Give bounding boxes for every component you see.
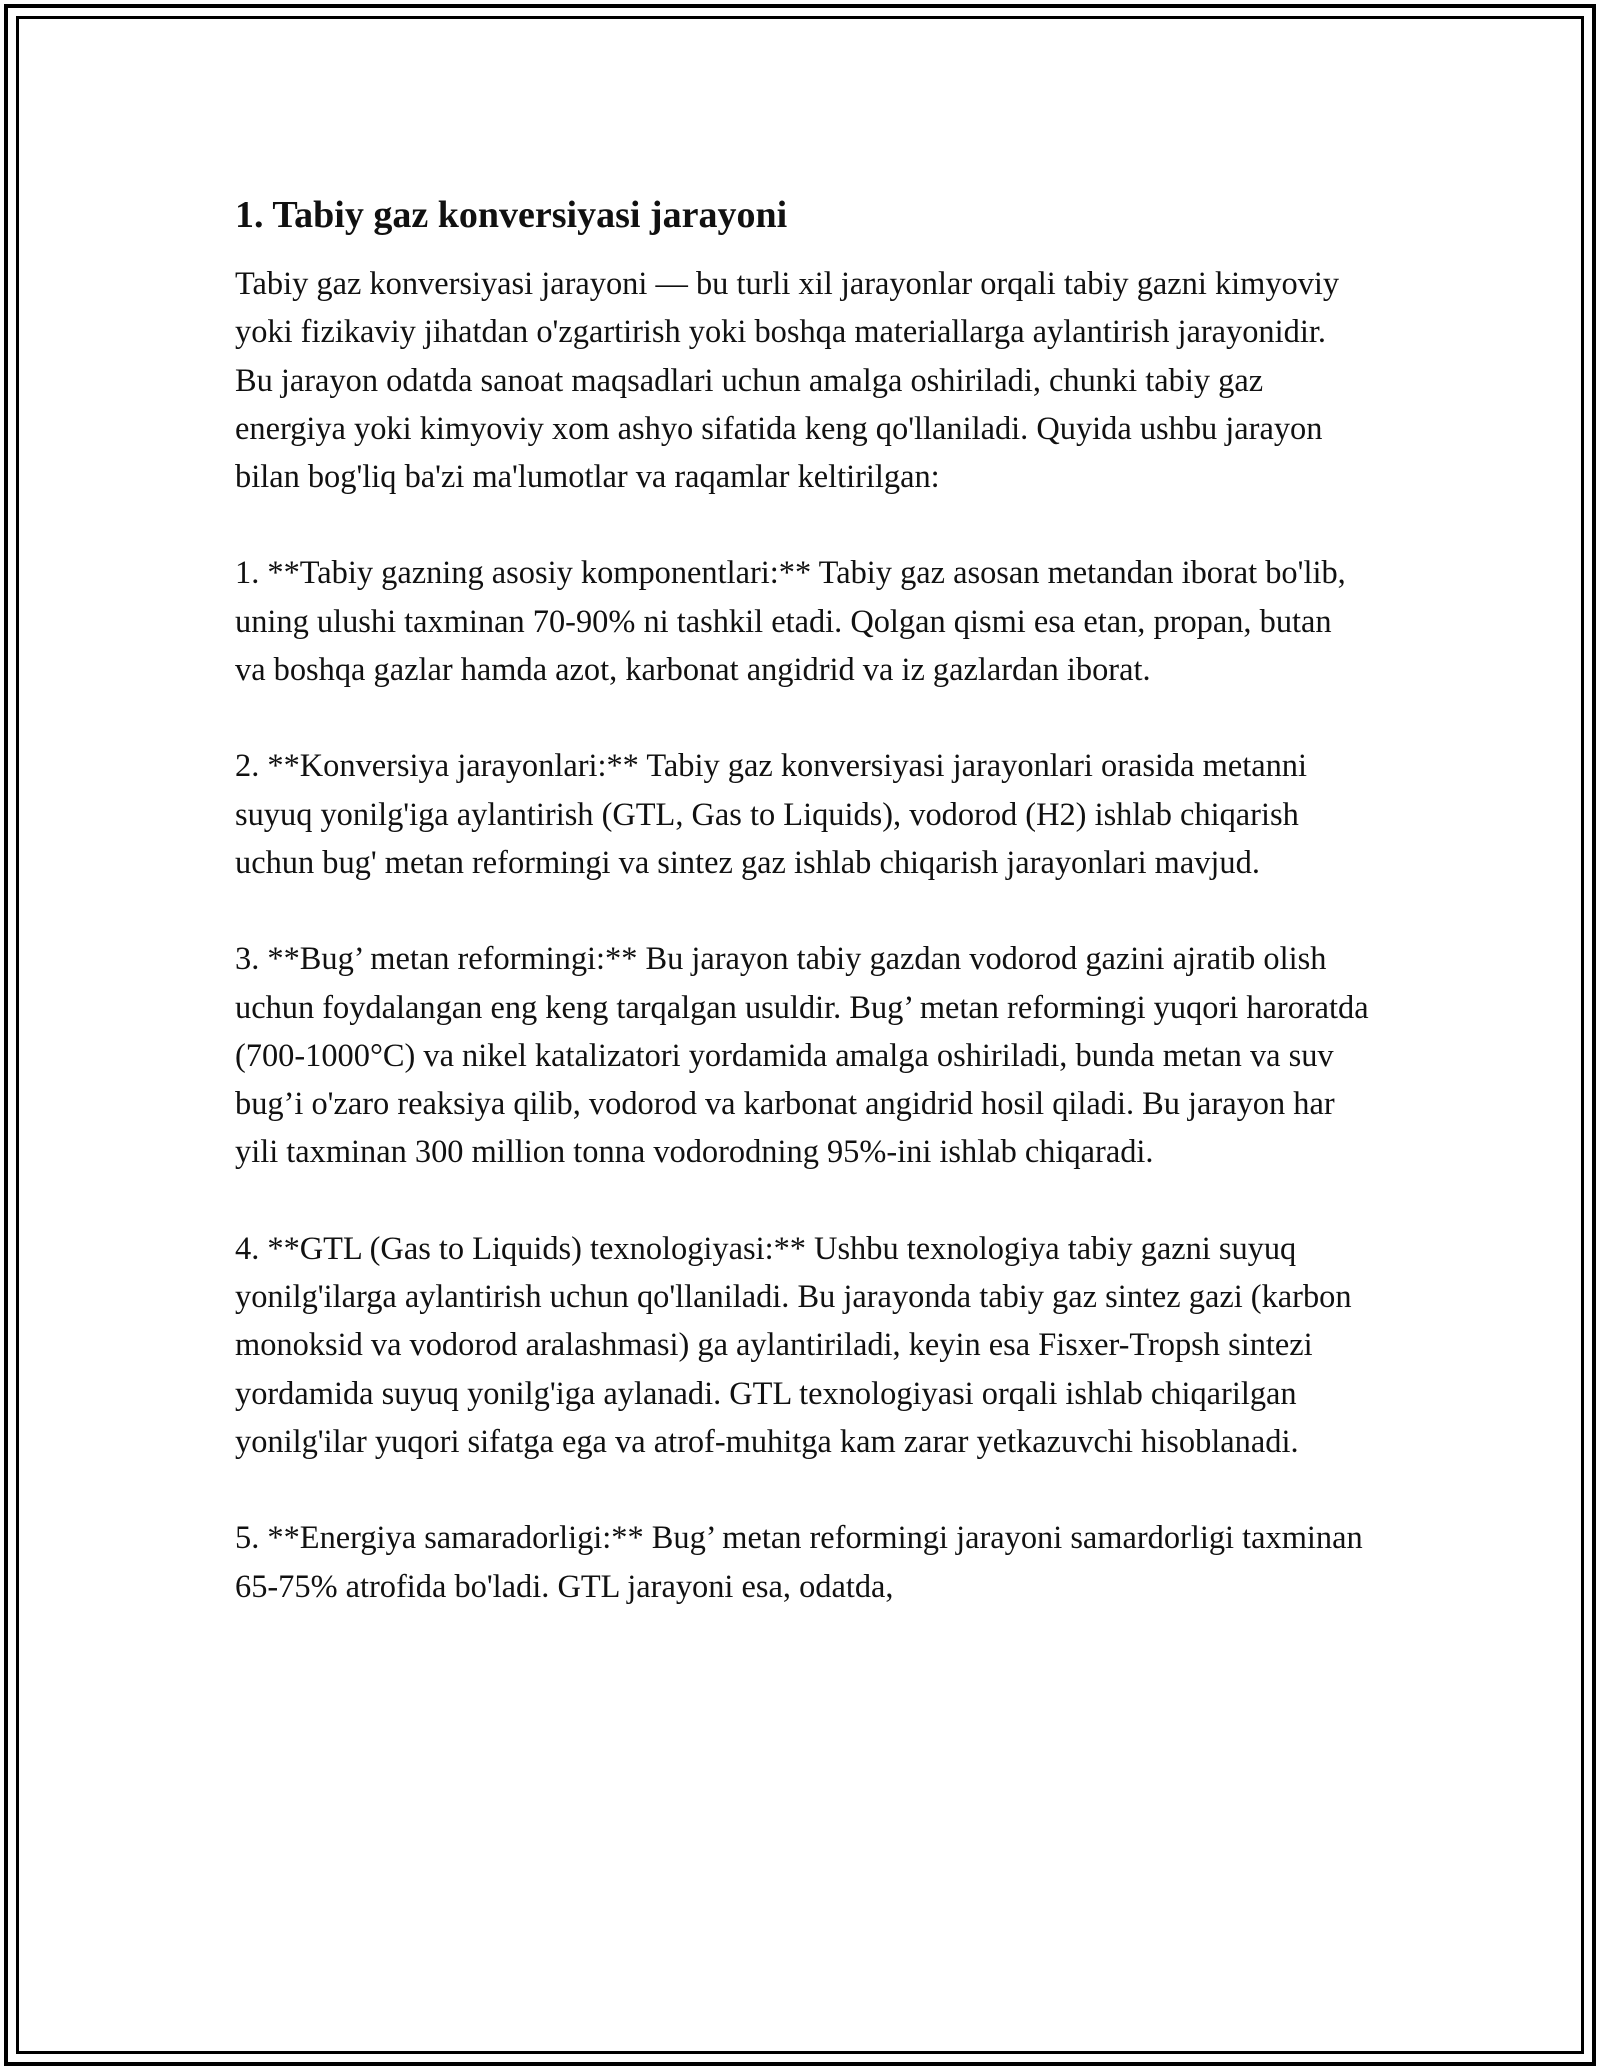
list-item-conversion-processes: 2. **Konversiya jarayonlari:** Tabiy gaz konversiyasi jarayonlari orasida metanni suyuq yonilg'iga aylantirish (GTL, Gas to Liquids), vodorod (H2) ishlab chiqarish uchun bug' metan reformingi va sintez gaz ishlab chiqarish jarayonlari mavjud.: [235, 748, 1307, 881]
list-item-gtl-technology: 4. **GTL (Gas to Liquids) texnologiyasi:** Ushbu texnologiya tabiy gazni suyuq yonilg'ilarga aylantirish uchun qo'llaniladi. Bu jarayonda tabiy gaz sintez gazi (karbon monoksid va vodorod aralashmasi) ga aylantiriladi, keyin esa Fisxer-Tropsh sintezi yordamida suyuq yonilg'iga aylanadi. GTL texnologiyasi orqali ishlab chiqarilgan yonilg'ilar yuqori sifatga ega va atrof-muhitga kam zarar yetkazuvchi hisoblanadi.: [235, 1230, 1352, 1460]
list-item-components: 1. **Tabiy gazning asosiy komponentlari:** Tabiy gaz asosan metandan iborat bo'lib, uning ulushi taxminan 70-90% ni tashkil etadi. Qolgan qismi esa etan, propan, butan va boshqa gazlar hamda azot, karbonat angidrid va iz gazlardan iborat.: [235, 555, 1346, 689]
section-heading: 1. Tabiy gaz konversiyasi jarayoni: [235, 194, 788, 236]
list-item-steam-methane-reforming: 3. **Bug’ metan reformingi:** Bu jarayon tabiy gazdan vodorod gazini ajratib olish uchun foydalangan eng keng tarqalgan usuldir. Bug’ metan reformingi yuqori haroratda (700-1000°C) va nikel katalizatori yordamida amalga oshiriladi, bunda metan va suv bug’i o'zaro reaksiya qilib, vodorod va karbonat angidrid hosil qiladi. Bu jarayon har yili taxminan 300 million tonna vodorodning 95%-ini ishlab chiqaradi.: [235, 941, 1369, 1171]
intro-paragraph: Tabiy gaz konversiyasi jarayoni — bu turli xil jarayonlar orqali tabiy gazni kimyoviy yoki fizikaviy jihatdan o'zgartirish yoki boshqa materiallarga aylantirish jarayonidir. Bu jarayon odatda sanoat maqsadlari uchun amalga oshiriladi, chunki tabiy gaz energiya yoki kimyoviy xom ashyo sifatida keng qo'llaniladi. Quyida ushbu jarayon bilan bog'liq ba'zi ma'lumotlar va raqamlar keltirilgan:: [235, 266, 1340, 496]
document-body: [235, 185, 1370, 1659]
list-item-energy-efficiency: 5. **Energiya samaradorligi:** Bug’ metan reformingi jarayoni samardorligi taxminan 65-75% atrofida bo'ladi. GTL jarayoni esa, odatda,: [235, 1520, 1363, 1605]
